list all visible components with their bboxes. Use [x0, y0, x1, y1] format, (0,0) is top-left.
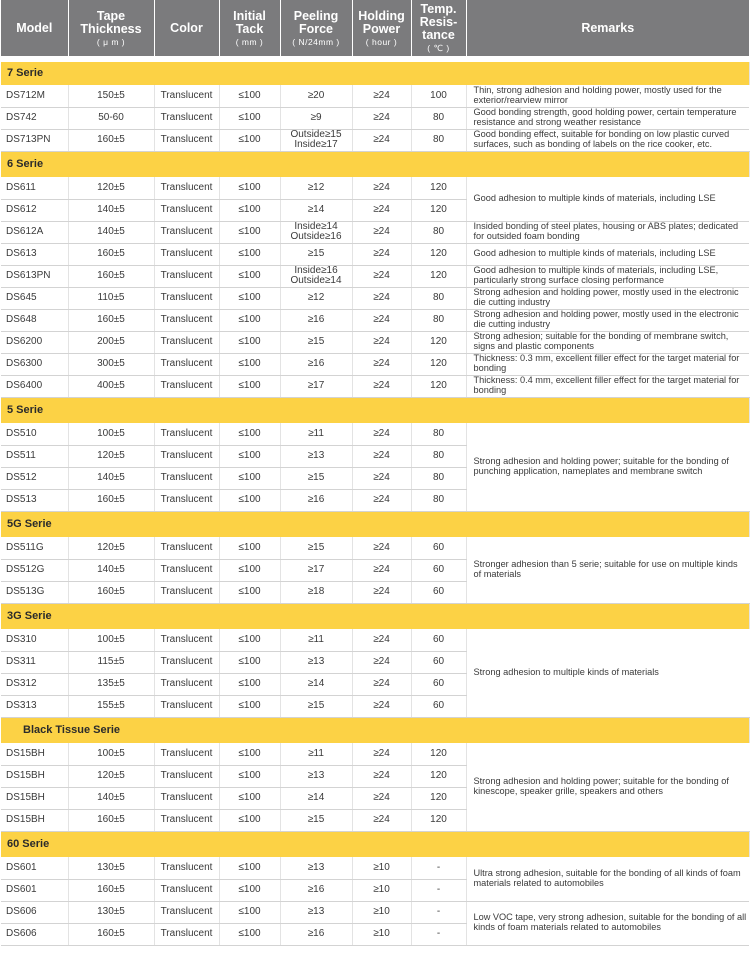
peel-value-line: Inside≥16 [294, 264, 338, 276]
cell-model: DS512G [1, 559, 68, 581]
cell-remarks: Strong adhesion and holding power, mostly used in the electronic die cutting industry [466, 287, 749, 309]
header-color: Color [154, 0, 219, 59]
cell-model: DS513 [1, 489, 68, 511]
cell-peeling-force: ≥13 [280, 857, 352, 879]
cell-color: Translucent [154, 287, 219, 309]
table-row [1, 537, 749, 559]
peel-value-line: Outside≥15 [290, 128, 342, 140]
table-row [1, 129, 749, 151]
cell-temp-resistance: 120 [411, 743, 466, 765]
cell-model: DS601 [1, 857, 68, 879]
cell-initial-tack: ≤100 [219, 879, 280, 901]
cell-peeling-force: ≥13 [280, 445, 352, 467]
series-header-row [1, 717, 749, 743]
cell-holding-power: ≥24 [352, 629, 411, 651]
cell-thickness: 120±5 [68, 765, 154, 787]
cell-remarks: Thin, strong adhesion and holding power, mostly used for the exterior/rearview mirror [466, 85, 749, 107]
cell-holding-power: ≥24 [352, 331, 411, 353]
cell-color: Translucent [154, 765, 219, 787]
cell-color: Translucent [154, 309, 219, 331]
cell-thickness: 400±5 [68, 375, 154, 397]
cell-peeling-force: ≥13 [280, 651, 352, 673]
cell-temp-resistance: 120 [411, 199, 466, 221]
cell-holding-power: ≥10 [352, 879, 411, 901]
cell-holding-power: ≥24 [352, 177, 411, 199]
cell-color: Translucent [154, 423, 219, 445]
table-body [1, 59, 749, 945]
cell-thickness: 160±5 [68, 923, 154, 945]
cell-thickness: 130±5 [68, 857, 154, 879]
cell-color: Translucent [154, 629, 219, 651]
cell-initial-tack: ≤100 [219, 129, 280, 151]
cell-color: Translucent [154, 673, 219, 695]
cell-holding-power: ≥24 [352, 537, 411, 559]
table-row [1, 107, 749, 129]
cell-model: DS15BH [1, 743, 68, 765]
cell-initial-tack: ≤100 [219, 221, 280, 243]
cell-model: DS310 [1, 629, 68, 651]
cell-model: DS511 [1, 445, 68, 467]
cell-color: Translucent [154, 331, 219, 353]
series-title: 7 Serie [1, 59, 749, 85]
cell-thickness: 140±5 [68, 467, 154, 489]
cell-peeling-force: ≥12 [280, 177, 352, 199]
cell-initial-tack: ≤100 [219, 743, 280, 765]
table-row [1, 177, 749, 199]
cell-peeling-force: ≥13 [280, 901, 352, 923]
cell-model: DS311 [1, 651, 68, 673]
cell-remarks: Strong adhesion and holding power; suitable for the bonding of punching application, nameplates and membrane switch [466, 423, 749, 511]
cell-holding-power: ≥24 [352, 423, 411, 445]
cell-temp-resistance: 120 [411, 353, 466, 375]
cell-holding-power: ≥24 [352, 265, 411, 287]
cell-peeling-force: ≥20 [280, 85, 352, 107]
cell-color: Translucent [154, 857, 219, 879]
cell-color: Translucent [154, 581, 219, 603]
cell-thickness: 140±5 [68, 199, 154, 221]
cell-temp-resistance: - [411, 923, 466, 945]
cell-temp-resistance: 120 [411, 331, 466, 353]
cell-initial-tack: ≤100 [219, 309, 280, 331]
series-title: Black Tissue Serie [1, 717, 749, 743]
cell-temp-resistance: 80 [411, 221, 466, 243]
cell-thickness: 160±5 [68, 265, 154, 287]
series-title: 3G Serie [1, 603, 749, 629]
cell-holding-power: ≥24 [352, 287, 411, 309]
table-row [1, 375, 749, 397]
cell-temp-resistance: 100 [411, 85, 466, 107]
cell-thickness: 110±5 [68, 287, 154, 309]
cell-temp-resistance: - [411, 901, 466, 923]
cell-model: DS713PN [1, 129, 68, 151]
cell-peeling-force: ≥13 [280, 765, 352, 787]
peel-value-line: Outside≥14 [290, 275, 342, 286]
cell-color: Translucent [154, 85, 219, 107]
cell-holding-power: ≥24 [352, 559, 411, 581]
cell-temp-resistance: 80 [411, 309, 466, 331]
series-header-row [1, 151, 749, 177]
cell-model: DS742 [1, 107, 68, 129]
cell-holding-power: ≥10 [352, 923, 411, 945]
cell-holding-power: ≥24 [352, 743, 411, 765]
table-row [1, 629, 749, 651]
cell-initial-tack: ≤100 [219, 353, 280, 375]
cell-peeling-force: ≥11 [280, 743, 352, 765]
cell-holding-power: ≥24 [352, 445, 411, 467]
cell-thickness: 100±5 [68, 423, 154, 445]
header-peeling-force: Peeling Force ( N/24mm ) [280, 0, 352, 59]
cell-temp-resistance: 60 [411, 581, 466, 603]
table-row [1, 743, 749, 765]
cell-initial-tack: ≤100 [219, 265, 280, 287]
table-row [1, 221, 749, 243]
cell-peeling-force: ≥15 [280, 809, 352, 831]
cell-thickness: 155±5 [68, 695, 154, 717]
cell-model: DS613 [1, 243, 68, 265]
cell-initial-tack: ≤100 [219, 787, 280, 809]
cell-holding-power: ≥24 [352, 695, 411, 717]
cell-remarks: Thickness: 0.4 mm, excellent filler effect for the target material for bonding [466, 375, 749, 397]
cell-model: DS15BH [1, 765, 68, 787]
table-row [1, 331, 749, 353]
cell-color: Translucent [154, 809, 219, 831]
cell-peeling-force: ≥16 [280, 923, 352, 945]
header-initial-tack: Initial Tack ( mm ) [219, 0, 280, 59]
cell-temp-resistance: 80 [411, 489, 466, 511]
cell-color: Translucent [154, 107, 219, 129]
cell-holding-power: ≥24 [352, 489, 411, 511]
cell-peeling-force: ≥15 [280, 695, 352, 717]
cell-peeling-force: ≥16 [280, 353, 352, 375]
cell-initial-tack: ≤100 [219, 467, 280, 489]
series-header-row [1, 603, 749, 629]
cell-holding-power: ≥24 [352, 581, 411, 603]
cell-holding-power: ≥24 [352, 129, 411, 151]
cell-temp-resistance: 80 [411, 423, 466, 445]
cell-color: Translucent [154, 559, 219, 581]
cell-color: Translucent [154, 445, 219, 467]
cell-color: Translucent [154, 537, 219, 559]
cell-thickness: 160±5 [68, 489, 154, 511]
cell-peeling-force: ≥11 [280, 629, 352, 651]
cell-temp-resistance: 120 [411, 177, 466, 199]
cell-remarks: Strong adhesion and holding power; suitable for the bonding of kinescope, speaker grille, speakers and others [466, 743, 749, 831]
cell-color: Translucent [154, 221, 219, 243]
header-remarks: Remarks [466, 0, 749, 59]
cell-temp-resistance: 80 [411, 467, 466, 489]
cell-peeling-force: ≥14 [280, 787, 352, 809]
cell-color: Translucent [154, 243, 219, 265]
cell-initial-tack: ≤100 [219, 629, 280, 651]
cell-thickness: 120±5 [68, 177, 154, 199]
cell-initial-tack: ≤100 [219, 695, 280, 717]
table-row [1, 423, 749, 445]
cell-remarks: Strong adhesion and holding power, mostly used in the electronic die cutting industry [466, 309, 749, 331]
cell-temp-resistance: - [411, 857, 466, 879]
cell-model: DS645 [1, 287, 68, 309]
table-row [1, 287, 749, 309]
cell-temp-resistance: 60 [411, 537, 466, 559]
cell-model: DS613PN [1, 265, 68, 287]
cell-temp-resistance: 60 [411, 629, 466, 651]
cell-model: DS648 [1, 309, 68, 331]
cell-remarks: Good adhesion to multiple kinds of materials, including LSE [466, 177, 749, 221]
cell-thickness: 100±5 [68, 743, 154, 765]
cell-model: DS601 [1, 879, 68, 901]
cell-peeling-force: ≥15 [280, 243, 352, 265]
cell-initial-tack: ≤100 [219, 445, 280, 467]
cell-color: Translucent [154, 787, 219, 809]
cell-initial-tack: ≤100 [219, 901, 280, 923]
cell-peeling-force: ≥15 [280, 331, 352, 353]
cell-peeling-force: ≥16 [280, 879, 352, 901]
cell-initial-tack: ≤100 [219, 765, 280, 787]
cell-holding-power: ≥24 [352, 107, 411, 129]
cell-initial-tack: ≤100 [219, 673, 280, 695]
cell-peeling-force: ≥9 [280, 107, 352, 129]
cell-temp-resistance: 80 [411, 287, 466, 309]
cell-thickness: 115±5 [68, 651, 154, 673]
cell-remarks: Insided bonding of steel plates, housing or ABS plates; dedicated for outsided foam bonding [466, 221, 749, 243]
cell-initial-tack: ≤100 [219, 375, 280, 397]
cell-thickness: 140±5 [68, 221, 154, 243]
cell-initial-tack: ≤100 [219, 923, 280, 945]
cell-thickness: 300±5 [68, 353, 154, 375]
table-row [1, 265, 749, 287]
cell-holding-power: ≥10 [352, 857, 411, 879]
cell-holding-power: ≥24 [352, 467, 411, 489]
cell-thickness: 120±5 [68, 537, 154, 559]
cell-model: DS513G [1, 581, 68, 603]
cell-peeling-force: ≥16 [280, 309, 352, 331]
cell-model: DS6400 [1, 375, 68, 397]
cell-temp-resistance: 80 [411, 129, 466, 151]
cell-thickness: 160±5 [68, 309, 154, 331]
cell-peeling-force [280, 129, 352, 151]
cell-model: DS15BH [1, 787, 68, 809]
cell-model: DS512 [1, 467, 68, 489]
cell-temp-resistance: 80 [411, 445, 466, 467]
cell-initial-tack: ≤100 [219, 331, 280, 353]
table-row [1, 857, 749, 879]
cell-initial-tack: ≤100 [219, 199, 280, 221]
cell-model: DS313 [1, 695, 68, 717]
table-row [1, 901, 749, 923]
cell-thickness: 200±5 [68, 331, 154, 353]
cell-color: Translucent [154, 467, 219, 489]
cell-temp-resistance: 120 [411, 375, 466, 397]
cell-holding-power: ≥24 [352, 199, 411, 221]
cell-holding-power: ≥24 [352, 309, 411, 331]
cell-temp-resistance: 120 [411, 787, 466, 809]
cell-peeling-force: ≥17 [280, 559, 352, 581]
cell-temp-resistance: 60 [411, 673, 466, 695]
cell-temp-resistance: 80 [411, 107, 466, 129]
cell-model: DS312 [1, 673, 68, 695]
cell-model: DS611 [1, 177, 68, 199]
header-temp-resistance: Temp. Resis- tance ( ℃ ) [411, 0, 466, 59]
table-header [1, 0, 749, 59]
table-row [1, 309, 749, 331]
header-model: Model [1, 0, 68, 59]
cell-color: Translucent [154, 265, 219, 287]
cell-remarks: Good adhesion to multiple kinds of materials, including LSE, particularly strong surface closing performance [466, 265, 749, 287]
cell-color: Translucent [154, 489, 219, 511]
cell-remarks: Thickness: 0.3 mm, excellent filler effect for the target material for bonding [466, 353, 749, 375]
cell-peeling-force: ≥12 [280, 287, 352, 309]
cell-model: DS606 [1, 923, 68, 945]
cell-color: Translucent [154, 651, 219, 673]
cell-color: Translucent [154, 129, 219, 151]
cell-color: Translucent [154, 353, 219, 375]
cell-model: DS612A [1, 221, 68, 243]
cell-holding-power: ≥24 [352, 765, 411, 787]
header-thickness: Tape Thickness ( μ m ) [68, 0, 154, 59]
cell-thickness: 160±5 [68, 809, 154, 831]
cell-initial-tack: ≤100 [219, 489, 280, 511]
cell-thickness: 140±5 [68, 787, 154, 809]
cell-holding-power: ≥24 [352, 375, 411, 397]
cell-remarks: Good bonding effect, suitable for bonding on low plastic curved surfaces, such as bonding of labels on the rice cooker, etc. [466, 129, 749, 151]
cell-holding-power: ≥24 [352, 809, 411, 831]
cell-color: Translucent [154, 923, 219, 945]
cell-holding-power: ≥24 [352, 651, 411, 673]
cell-color: Translucent [154, 177, 219, 199]
cell-peeling-force: ≥14 [280, 199, 352, 221]
cell-temp-resistance: - [411, 879, 466, 901]
cell-thickness: 160±5 [68, 879, 154, 901]
cell-initial-tack: ≤100 [219, 559, 280, 581]
cell-temp-resistance: 120 [411, 809, 466, 831]
cell-remarks: Strong adhesion; suitable for the bonding of membrane switch, signs and plastic components [466, 331, 749, 353]
cell-model: DS6300 [1, 353, 68, 375]
cell-initial-tack: ≤100 [219, 107, 280, 129]
cell-thickness: 160±5 [68, 243, 154, 265]
cell-remarks: Good bonding strength, good holding power, certain temperature resistance and strong weather resistance [466, 107, 749, 129]
cell-peeling-force: ≥18 [280, 581, 352, 603]
cell-thickness: 120±5 [68, 445, 154, 467]
cell-initial-tack: ≤100 [219, 537, 280, 559]
cell-initial-tack: ≤100 [219, 177, 280, 199]
table-row [1, 353, 749, 375]
cell-peeling-force [280, 221, 352, 243]
cell-holding-power: ≥24 [352, 787, 411, 809]
header-holding-power: Holding Power ( hour ) [352, 0, 411, 59]
cell-initial-tack: ≤100 [219, 287, 280, 309]
cell-remarks: Strong adhesion to multiple kinds of materials [466, 629, 749, 717]
cell-temp-resistance: 60 [411, 651, 466, 673]
cell-thickness: 135±5 [68, 673, 154, 695]
cell-holding-power: ≥24 [352, 353, 411, 375]
cell-temp-resistance: 120 [411, 765, 466, 787]
series-title: 5 Serie [1, 397, 749, 423]
cell-temp-resistance: 60 [411, 559, 466, 581]
series-header-row [1, 831, 749, 857]
cell-peeling-force: ≥15 [280, 537, 352, 559]
cell-model: DS6200 [1, 331, 68, 353]
cell-thickness: 100±5 [68, 629, 154, 651]
peel-value-line: Outside≥16 [290, 231, 342, 242]
series-title: 60 Serie [1, 831, 749, 857]
cell-holding-power: ≥24 [352, 221, 411, 243]
cell-thickness: 50-60 [68, 107, 154, 129]
peel-value-line: Inside≥17 [294, 139, 338, 150]
cell-initial-tack: ≤100 [219, 85, 280, 107]
table-row [1, 243, 749, 265]
series-title: 6 Serie [1, 151, 749, 177]
cell-peeling-force: ≥16 [280, 489, 352, 511]
peel-value-line: Inside≥14 [294, 220, 338, 232]
cell-model: DS612 [1, 199, 68, 221]
cell-model: DS511G [1, 537, 68, 559]
cell-color: Translucent [154, 901, 219, 923]
cell-temp-resistance: 120 [411, 265, 466, 287]
cell-peeling-force [280, 265, 352, 287]
cell-color: Translucent [154, 879, 219, 901]
cell-holding-power: ≥24 [352, 243, 411, 265]
cell-peeling-force: ≥17 [280, 375, 352, 397]
cell-remarks: Ultra strong adhesion, suitable for the bonding of all kinds of foam materials related to automobiles [466, 857, 749, 901]
cell-color: Translucent [154, 375, 219, 397]
tape-spec-table [1, 0, 750, 946]
cell-model: DS712M [1, 85, 68, 107]
cell-initial-tack: ≤100 [219, 809, 280, 831]
series-header-row [1, 511, 749, 537]
cell-initial-tack: ≤100 [219, 581, 280, 603]
cell-initial-tack: ≤100 [219, 423, 280, 445]
cell-thickness: 160±5 [68, 581, 154, 603]
cell-initial-tack: ≤100 [219, 857, 280, 879]
cell-remarks: Low VOC tape, very strong adhesion, suitable for the bonding of all kinds of foam materials related to automobiles [466, 901, 749, 945]
cell-peeling-force: ≥14 [280, 673, 352, 695]
series-header-row [1, 59, 749, 85]
series-header-row [1, 397, 749, 423]
table-row [1, 85, 749, 107]
cell-holding-power: ≥10 [352, 901, 411, 923]
cell-thickness: 140±5 [68, 559, 154, 581]
cell-remarks: Stronger adhesion than 5 serie; suitable for use on multiple kinds of materials [466, 537, 749, 603]
cell-thickness: 160±5 [68, 129, 154, 151]
cell-peeling-force: ≥15 [280, 467, 352, 489]
cell-model: DS606 [1, 901, 68, 923]
cell-remarks: Good adhesion to multiple kinds of materials, including LSE [466, 243, 749, 265]
cell-color: Translucent [154, 695, 219, 717]
cell-temp-resistance: 120 [411, 243, 466, 265]
cell-initial-tack: ≤100 [219, 243, 280, 265]
cell-model: DS15BH [1, 809, 68, 831]
cell-holding-power: ≥24 [352, 673, 411, 695]
cell-holding-power: ≥24 [352, 85, 411, 107]
cell-temp-resistance: 60 [411, 695, 466, 717]
cell-peeling-force: ≥11 [280, 423, 352, 445]
cell-color: Translucent [154, 743, 219, 765]
cell-thickness: 150±5 [68, 85, 154, 107]
cell-initial-tack: ≤100 [219, 651, 280, 673]
series-title: 5G Serie [1, 511, 749, 537]
cell-model: DS510 [1, 423, 68, 445]
cell-thickness: 130±5 [68, 901, 154, 923]
cell-color: Translucent [154, 199, 219, 221]
